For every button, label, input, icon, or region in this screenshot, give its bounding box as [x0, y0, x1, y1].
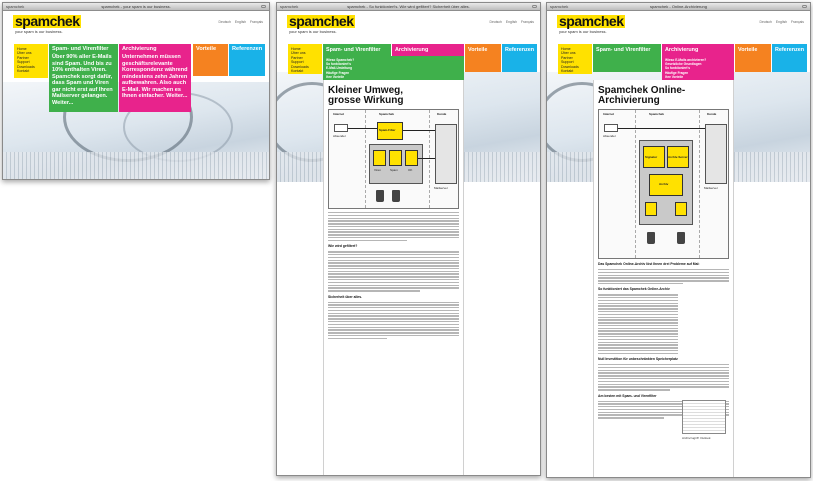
nav-item-kontakt[interactable]: Kontakt	[561, 69, 574, 74]
page-content	[547, 12, 810, 477]
nav-item-kontakt[interactable]: Kontakt	[17, 69, 30, 74]
nav-item-home[interactable]: Home	[561, 47, 571, 51]
lang-link-de[interactable]: Deutsch	[759, 20, 772, 24]
diagram-ok: OK	[408, 168, 413, 172]
submenu-item-faq[interactable]: Häufige Fragen	[665, 70, 689, 75]
archiving-text: Unternehmen müssen geschäftsrelevante Korrespondenz während mindestens zehn Jahren aufbewahren. Also auch E-Mail. Wir machen es Ihnen einfacher. Weiter...	[122, 54, 188, 99]
window-title: spamchek - Online-Archivierung	[650, 4, 707, 9]
submenu-item-how[interactable]: So funktioniert's	[326, 62, 352, 67]
language-switcher	[216, 20, 264, 24]
archiving-teaser[interactable]	[119, 44, 191, 112]
lang-link-fr[interactable]: Français	[249, 20, 263, 24]
article	[323, 80, 464, 475]
ok-box	[405, 150, 418, 166]
section-heading-how-it-works: So funktioniert das Spamchek Online-Archiv	[598, 287, 670, 292]
nav-item-ueber-uns[interactable]: Über uns	[291, 51, 306, 56]
spamchek-logo[interactable]: spamchek	[289, 13, 354, 29]
lang-link-fr[interactable]: Français	[520, 20, 534, 24]
page-title: Kleiner Umweg, grosse Wirkung	[328, 85, 404, 106]
diagram-spam: Spam	[390, 168, 398, 172]
spam-filter-submenu	[323, 56, 464, 80]
nav-item-support[interactable]: Support	[17, 60, 30, 65]
nav-item-support[interactable]: Support	[291, 60, 304, 65]
titlebar-site-name: spamchek	[280, 4, 299, 9]
submenu-item-faq[interactable]: Häufige Fragen	[326, 70, 350, 75]
tab-references[interactable]: Referenzen	[772, 44, 807, 72]
diagram-sender: Absender	[333, 134, 346, 138]
tab-advantages[interactable]: Vorteile	[465, 44, 501, 72]
nav-item-downloads[interactable]: Downloads	[291, 64, 309, 69]
diagram-archive: Archiv	[659, 182, 669, 186]
tab-archiving[interactable]: Archivierung	[392, 44, 464, 56]
section-heading-three-problems: Das Spamchek Online-Archiv löst Ihnen drei Probleme auf Mal:	[598, 262, 700, 266]
spam-filter-teaser[interactable]	[49, 44, 118, 112]
trash-bin-icon	[376, 190, 384, 202]
submenu-item-legal[interactable]: Gesetzliche Grundlagen	[665, 62, 702, 67]
section-heading-storage: Null Investition für unbeschränkten Speicherplatz	[598, 357, 678, 362]
mailserver-icon	[705, 124, 727, 184]
language-switcher	[487, 20, 535, 24]
diagram-mailserver: Mailserver	[434, 186, 448, 190]
nav-item-ueber-uns[interactable]: Über uns	[17, 51, 32, 56]
main-nav-menu	[288, 44, 322, 74]
submenu-item-advantages[interactable]: Ihre Vorteile	[665, 74, 684, 79]
window-titlebar[interactable]	[3, 3, 269, 11]
lang-link-en[interactable]: English	[234, 20, 247, 24]
screenshot-caption: Archivzugriff: Outlook	[682, 436, 711, 440]
window-title: spamchek - your spam is our business.	[101, 4, 171, 9]
lang-link-en[interactable]: English	[505, 20, 518, 24]
titlebar-site-name: spamchek	[550, 4, 569, 9]
diagram-archive-server: Archiv-Server	[668, 155, 688, 159]
security-paragraph	[328, 302, 459, 340]
trash-bin-icon	[647, 232, 655, 244]
spamchek-logo[interactable]: spamchek	[15, 13, 80, 29]
sender-icon	[604, 124, 618, 132]
nav-item-support[interactable]: Support	[561, 60, 574, 65]
article	[593, 80, 734, 477]
browser-window-archiving	[546, 2, 811, 478]
diagram-label-kunde: Kunde	[707, 112, 717, 116]
diagram-label-kunde: Kunde	[437, 112, 447, 116]
nav-item-kontakt[interactable]: Kontakt	[291, 69, 304, 74]
spamchek-logo[interactable]: spamchek	[559, 13, 624, 29]
browser-window-home	[2, 2, 270, 180]
window-titlebar[interactable]	[277, 3, 540, 11]
tab-spam-filter[interactable]: Spam- und Virenfilter	[593, 44, 661, 72]
problems-list	[598, 269, 729, 284]
diagram-signature: Signatur	[645, 155, 658, 159]
nav-item-downloads[interactable]: Downloads	[17, 64, 35, 69]
mailserver-icon	[435, 124, 457, 184]
nav-item-ueber-uns[interactable]: Über uns	[561, 51, 576, 56]
page-content	[3, 12, 269, 179]
nav-item-home[interactable]: Home	[291, 47, 301, 51]
nav-item-partner[interactable]: Partner	[291, 55, 303, 60]
lang-link-de[interactable]: Deutsch	[218, 20, 231, 24]
window-titlebar[interactable]	[547, 3, 810, 11]
page-content	[277, 12, 540, 475]
storage-paragraph	[598, 364, 729, 390]
archiving-submenu	[662, 56, 734, 80]
titlebar-site-name: spamchek	[6, 4, 25, 9]
submenu-item-advantages[interactable]: Ihre Vorteile	[326, 74, 345, 79]
references-title: Referenzen	[232, 46, 263, 52]
diagram-mailserver: Mailserver	[704, 186, 718, 190]
section-heading-filtering: Wie wird gefiltert?	[328, 244, 358, 249]
lang-link-de[interactable]: Deutsch	[489, 20, 502, 24]
tagline: your spam is our business.	[559, 29, 607, 34]
page-title: Spamchek Online-Archivierung	[598, 85, 686, 106]
nav-item-home[interactable]: Home	[17, 47, 27, 51]
window-toolbar-toggle[interactable]	[261, 5, 266, 8]
submenu-item-redirect[interactable]: E-Mail-Umleitung	[326, 66, 353, 71]
diagram-filter: Spam-Filter	[379, 128, 396, 132]
tagline: your spam is our business.	[289, 29, 337, 34]
how-it-works-list	[598, 294, 678, 354]
window-title: spamchek - So funktioniert's. Wie wird gefiltert? Sicherheit über alles.	[347, 4, 470, 9]
advantages-title: Vorteile	[196, 46, 217, 52]
spam-filter-diagram	[328, 109, 459, 209]
outlook-archive-screenshot	[682, 400, 726, 434]
diagram-label-internet: Internet	[603, 112, 615, 116]
diagram-virus: Viren	[374, 168, 381, 172]
tab-spam-filter[interactable]: Spam- und Virenfilter	[323, 44, 391, 56]
archiving-diagram	[598, 109, 729, 259]
window-toolbar-toggle[interactable]	[802, 5, 807, 8]
nav-item-partner[interactable]: Partner	[17, 55, 29, 60]
sender-icon	[334, 124, 348, 132]
references-tab[interactable]	[229, 44, 265, 76]
tab-archiving[interactable]: Archivierung	[662, 44, 734, 56]
nav-item-partner[interactable]: Partner	[561, 55, 573, 60]
virus-bin-box	[373, 150, 386, 166]
lang-link-en[interactable]: English	[775, 20, 788, 24]
main-nav-menu	[14, 44, 48, 78]
lock-icon	[675, 202, 687, 216]
advantages-tab[interactable]	[193, 44, 228, 76]
lang-link-fr[interactable]: Français	[790, 20, 804, 24]
diagram-label-internet: Internet	[333, 112, 345, 116]
nav-item-downloads[interactable]: Downloads	[561, 64, 579, 69]
spam-filter-title: Spam- und Virenfilter	[52, 46, 109, 52]
lock-icon	[645, 202, 657, 216]
trash-bin-icon	[677, 232, 685, 244]
window-toolbar-toggle[interactable]	[532, 5, 537, 8]
tab-references[interactable]: Referenzen	[502, 44, 537, 72]
tagline: your spam is our business.	[15, 29, 63, 34]
intro-paragraph	[328, 212, 459, 241]
diagram-label-spamchek: Spamchek	[379, 112, 395, 116]
main-nav-menu	[558, 44, 592, 74]
spam-bin-box	[389, 150, 402, 166]
diagram-label-spamchek: Spamchek	[649, 112, 665, 116]
trash-bin-icon	[392, 190, 400, 202]
section-heading-combo: Am besten mit Spam- und Virenfilter	[598, 393, 657, 398]
section-heading-security: Sicherheit über alles.	[328, 294, 363, 299]
diagram-sender: Absender	[603, 134, 616, 138]
spam-filter-text: Über 90% aller E-Mails sind Spam. Und bis zu 10% enthalten Viren. Spamchek sorgt dafür, dass Spam und Viren gar nicht erst auf Ihren Mailserver gelangen. Weiter...	[52, 54, 113, 106]
tab-advantages[interactable]: Vorteile	[735, 44, 771, 72]
browser-window-how-it-works	[276, 2, 541, 476]
submenu-item-how[interactable]: So funktioniert's	[665, 66, 691, 71]
submenu-item-why-archive[interactable]: Wieso E-Mails archivieren?	[665, 58, 707, 62]
language-switcher	[757, 20, 805, 24]
submenu-item-why[interactable]: Wieso Spamchek?	[326, 58, 355, 62]
archiving-title: Archivierung	[122, 46, 157, 52]
filtering-paragraph	[328, 251, 459, 291]
